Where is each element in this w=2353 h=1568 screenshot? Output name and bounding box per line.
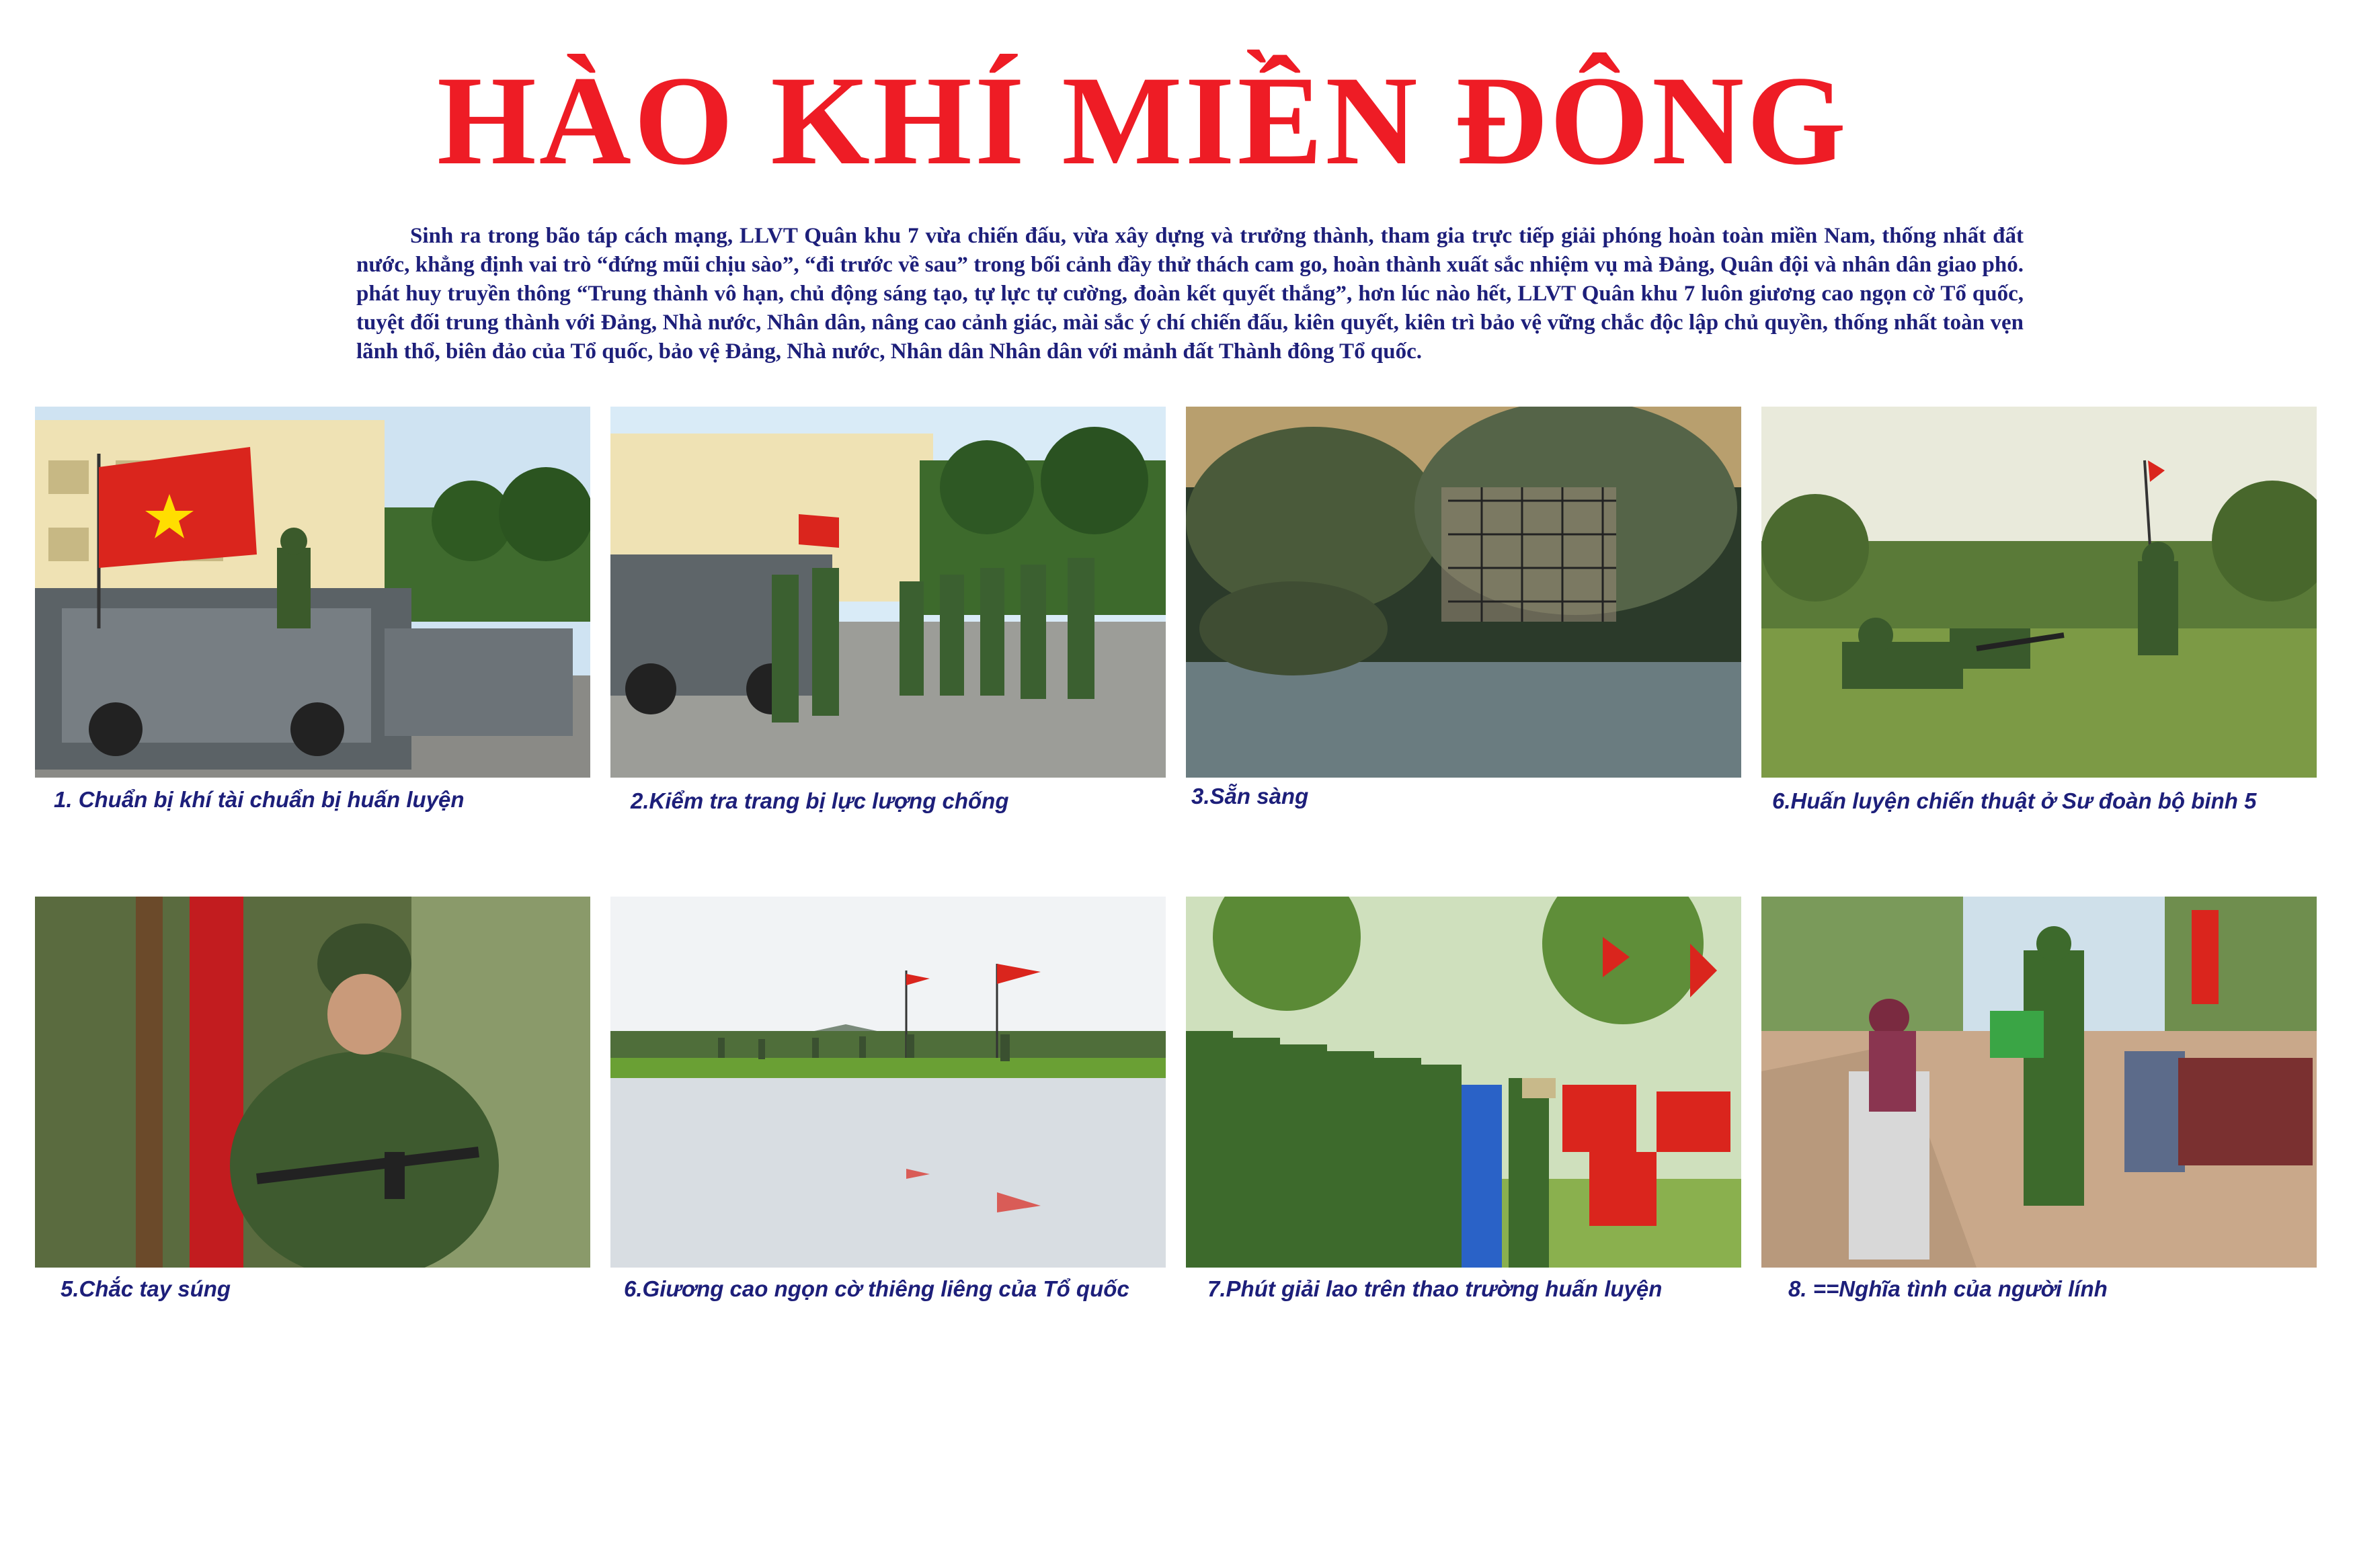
photo-inspection: [610, 407, 1166, 778]
photo-caption-5: 5.Chắc tay súng: [61, 1276, 231, 1301]
photo-field-training: [1761, 407, 2317, 778]
photo-caption-7: 7.Phút giải lao trên thao trường huấn luyện: [1207, 1276, 1663, 1301]
photo-armored-vehicles: [35, 407, 590, 778]
photo-caption-6: 6.Giương cao ngọn cờ thiêng liêng của Tổ quốc: [624, 1276, 1129, 1301]
photo-riot-helmets: [1186, 407, 1741, 778]
photo-roadside-help: [1761, 897, 2317, 1268]
photo-soldier-rifle: [35, 897, 590, 1268]
poster-title: HÀO KHÍ MIỀN ĐÔNG: [436, 50, 1849, 192]
photo-rest-break: [1186, 897, 1741, 1268]
photo-caption-4: 6.Huấn luyện chiến thuật ở Sư đoàn bộ binh 5: [1772, 788, 2257, 813]
photo-caption-8: 8. ==Nghĩa tình của người lính: [1788, 1276, 2108, 1301]
photo-caption-3: 3.Sẵn sàng: [1191, 784, 1309, 809]
photo-caption-2: 2.Kiểm tra trang bị lực lượng chống: [631, 788, 1009, 813]
intro-paragraph: Sinh ra trong bão táp cách mạng, LLVT Quân khu 7 vừa chiến đấu, vừa xây dựng và trưởng thành, tham gia trực tiếp giải phóng hoàn toàn miền Nam, thống nhất đất nước, khẳng định vai trò “đứng mũi chịu sào”, “đi trước về sau” trong bối cảnh đầy thử thách cam go, hoàn thành xuất sắc nhiệm vụ mà Đảng, Quân đội và nhân dân giao phó. phát huy truyền thông “Trung thành vô hạn, chủ động sáng tạo, tự lực tự cường, đoàn kết quyết thắng”, hơn lúc nào hết, LLVT Quân khu 7 luôn giương cao ngọn cờ Tổ quốc, tuyệt đối trung thành với Đảng, Nhà nước, Nhân dân, nâng cao cảnh giác, mài sắc ý chí chiến đấu, kiên quyết, kiên trì bảo vệ vững chắc độc lập chủ quyền, thống nhất toàn vẹn lãnh thổ, biên đảo của Tổ quốc, bảo vệ Đảng, Nhà nước, Nhân dân Nhân dân với mảnh đất Thành đông Tổ quốc.: [356, 224, 2024, 364]
photo-march-reflection: [610, 897, 1166, 1268]
photo-caption-1: 1. Chuẩn bị khí tài chuẩn bị huấn luyện: [54, 787, 465, 812]
